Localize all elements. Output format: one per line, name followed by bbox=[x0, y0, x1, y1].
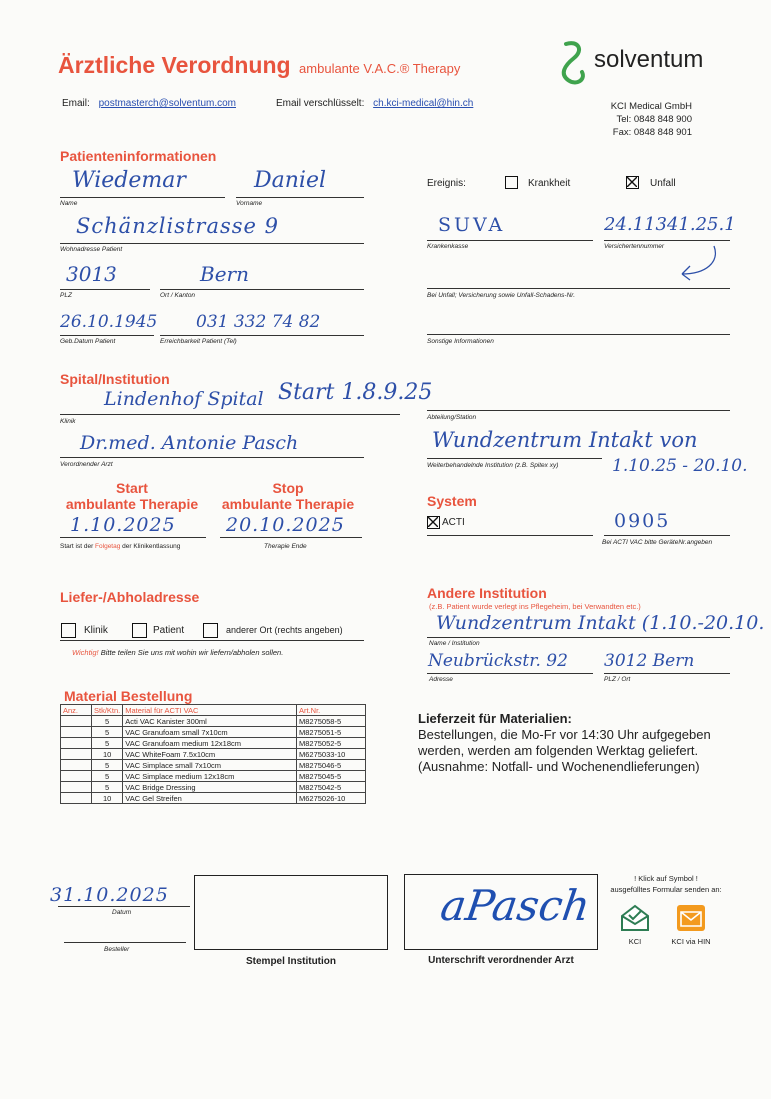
kci-hin-label: KCI via HIN bbox=[671, 937, 711, 946]
liefer-line bbox=[60, 640, 364, 641]
liefer-klinik-checkbox[interactable] bbox=[61, 623, 76, 638]
email-encrypted-row bbox=[276, 98, 473, 109]
solventum-logo-icon bbox=[556, 40, 590, 86]
andere-plzort-line bbox=[604, 673, 730, 674]
material-artnr-cell: M8275058-5 bbox=[297, 716, 366, 727]
system-heading: System bbox=[427, 493, 477, 509]
acti-label: ACTI bbox=[442, 517, 465, 528]
klinik-caption: Klinik bbox=[60, 418, 76, 425]
liefer-anderer-label: anderer Ort (rechts angeben) bbox=[226, 625, 343, 635]
andere-adresse-line bbox=[427, 673, 593, 674]
datum-line bbox=[58, 906, 190, 907]
email-link[interactable]: postmasterch@solventum.com bbox=[98, 98, 236, 109]
material-stk-cell: 10 bbox=[92, 749, 123, 760]
liefer-patient-label: Patient bbox=[153, 625, 185, 636]
patient-tel-value[interactable]: 031 332 74 82 bbox=[196, 312, 321, 332]
ort-line bbox=[160, 289, 364, 290]
andere-adresse-value[interactable]: Neubrückstr. 92 bbox=[428, 651, 568, 671]
arzt-caption: Verordnender Arzt bbox=[60, 461, 113, 468]
weiter-value[interactable]: Wundzentrum Intakt von bbox=[432, 428, 698, 452]
abteilung-line bbox=[427, 410, 730, 411]
material-row bbox=[61, 727, 366, 738]
material-name-cell: VAC Gel Streifen bbox=[123, 793, 297, 804]
material-row bbox=[61, 793, 366, 804]
liefer-heading: Liefer-/Abholadresse bbox=[60, 589, 200, 605]
signature-box[interactable] bbox=[404, 874, 598, 950]
datum-value[interactable]: 31.10.2025 bbox=[50, 884, 169, 906]
sonstige-line bbox=[427, 334, 730, 335]
material-name-cell: VAC WhiteFoam 7.5x10cm bbox=[123, 749, 297, 760]
material-name-cell: VAC Bridge Dressing bbox=[123, 782, 297, 793]
send-info bbox=[602, 873, 730, 895]
weiter-line bbox=[427, 458, 602, 459]
unterschrift-caption: Unterschrift verordnender Arzt bbox=[428, 955, 574, 966]
stempel-caption: Stempel Institution bbox=[246, 956, 336, 967]
company-info bbox=[598, 100, 692, 139]
unfall-checkbox[interactable] bbox=[626, 176, 639, 189]
unfall-caption: Bei Unfall; Versicherung sowie Unfall-Schadens-Nr. bbox=[427, 292, 575, 299]
weiter-caption: Weiterbehandelnde Institution (z.B. Spitex xy) bbox=[427, 462, 559, 469]
andere-name-value[interactable]: Wundzentrum Intakt (1.10.-20.10. bbox=[436, 612, 765, 634]
liefer-klinik-label: Klinik bbox=[84, 625, 108, 636]
email-enc-label: Email verschlüsselt: bbox=[276, 98, 365, 109]
name-caption: Name bbox=[60, 200, 78, 207]
start-line bbox=[60, 537, 206, 538]
sonstige-caption: Sonstige Informationen bbox=[427, 338, 494, 345]
arzt-value[interactable]: Dr.med. Antonie Pasch bbox=[80, 432, 299, 454]
andere-plzort-value[interactable]: 3012 Bern bbox=[604, 651, 695, 671]
material-stk-cell: 5 bbox=[92, 716, 123, 727]
besteller-caption: Besteller bbox=[104, 946, 130, 953]
material-anz-cell[interactable] bbox=[61, 749, 92, 760]
checkmark-x-icon bbox=[428, 517, 438, 527]
form-title bbox=[58, 52, 460, 79]
versnr-caption: Versichertennummer bbox=[604, 243, 665, 250]
tel-caption: Erreichbarkeit Patient (Tel) bbox=[160, 338, 237, 345]
liefer-hint: Wichtig! Bitte teilen Sie uns mit wohin wir liefern/abholen sollen. bbox=[72, 648, 284, 657]
weiter-dates: 1.10.25 - 20.10. bbox=[612, 456, 748, 476]
start-heading bbox=[62, 480, 202, 512]
material-stk-cell: 5 bbox=[92, 760, 123, 771]
material-stk-cell: 10 bbox=[92, 793, 123, 804]
doctor-signature: aPasch bbox=[437, 881, 594, 930]
tel-line bbox=[160, 335, 364, 336]
klick-line-2: ausgefülltes Formular senden an: bbox=[610, 885, 722, 894]
col-artnr: Art.Nr. bbox=[297, 705, 366, 716]
material-anz-cell[interactable] bbox=[61, 793, 92, 804]
address-line bbox=[60, 243, 364, 244]
klinik-value[interactable]: Lindenhof Spital bbox=[104, 388, 264, 410]
envelope-secure-icon bbox=[676, 904, 706, 932]
material-anz-cell[interactable] bbox=[61, 738, 92, 749]
material-name-cell: VAC Simplace medium 12x18cm bbox=[123, 771, 297, 782]
material-anz-cell[interactable] bbox=[61, 771, 92, 782]
material-row bbox=[61, 771, 366, 782]
acti-checkbox[interactable] bbox=[427, 516, 440, 529]
company-tel: Tel: 0848 848 900 bbox=[616, 114, 692, 125]
address-caption: Wohnadresse Patient bbox=[60, 246, 123, 253]
ereignis-label: Ereignis: bbox=[427, 178, 466, 189]
arrow-annotation-icon bbox=[676, 244, 722, 284]
email-enc-link[interactable]: ch.kci-medical@hin.ch bbox=[373, 98, 474, 109]
klinik-note: Start 1.8.9.25 bbox=[278, 380, 433, 405]
material-stk-cell: 5 bbox=[92, 727, 123, 738]
material-row bbox=[61, 738, 366, 749]
lieferzeit-line-2: werden, werden am folgenden Werktag geliefert. bbox=[418, 743, 699, 758]
col-material: Material für ACTI VAC bbox=[123, 705, 297, 716]
andere-name-line bbox=[427, 637, 730, 638]
patient-ort-value[interactable]: Bern bbox=[200, 262, 249, 286]
material-artnr-cell: M8275046-5 bbox=[297, 760, 366, 771]
material-row bbox=[61, 760, 366, 771]
patient-address-value[interactable]: Schänzlistrasse 9 bbox=[76, 214, 280, 238]
material-name-cell: VAC Granufoam medium 12x18cm bbox=[123, 738, 297, 749]
material-row bbox=[61, 716, 366, 727]
kci-label: KCI bbox=[628, 937, 642, 946]
name-line bbox=[60, 197, 225, 198]
material-artnr-cell: M8275052-5 bbox=[297, 738, 366, 749]
start-heading-2: ambulante Therapie bbox=[65, 496, 199, 512]
stop-caption: Therapie Ende bbox=[264, 543, 307, 550]
plz-line bbox=[60, 289, 150, 290]
lieferzeit-heading: Lieferzeit für Materialien: bbox=[418, 711, 572, 726]
material-row bbox=[61, 749, 366, 760]
material-name-cell: Acti VAC Kanister 300ml bbox=[123, 716, 297, 727]
andere-name-caption: Name / Institution bbox=[429, 640, 480, 647]
patient-heading: Patienteninformationen bbox=[60, 148, 217, 164]
liefer-anderer-checkbox[interactable] bbox=[203, 623, 218, 638]
checkmark-x-icon bbox=[627, 177, 637, 187]
arzt-line bbox=[60, 457, 364, 458]
stop-heading-1: Stop bbox=[272, 480, 304, 496]
material-anz-cell[interactable] bbox=[61, 727, 92, 738]
logo-text: solventum bbox=[594, 46, 704, 73]
acti-line bbox=[427, 535, 593, 536]
material-stk-cell: 5 bbox=[92, 738, 123, 749]
material-name-cell: VAC Granufoam small 7x10cm bbox=[123, 727, 297, 738]
material-artnr-cell: M8275051-5 bbox=[297, 727, 366, 738]
unfall-label: Unfall bbox=[650, 178, 676, 189]
material-heading: Material Bestellung bbox=[64, 688, 193, 704]
stop-line bbox=[220, 537, 362, 538]
col-stk: Stk/Ktn. bbox=[92, 705, 123, 716]
abteilung-caption: Abteilung/Station bbox=[427, 414, 477, 421]
spital-heading: Spital/Institution bbox=[60, 371, 170, 387]
krankheit-checkbox[interactable] bbox=[505, 176, 518, 189]
patient-vorname-value[interactable]: Daniel bbox=[254, 168, 327, 193]
material-name-cell: VAC Simplace small 7x10cm bbox=[123, 760, 297, 771]
vorname-line bbox=[236, 197, 364, 198]
col-anz: Anz. bbox=[61, 705, 92, 716]
envelope-icon bbox=[620, 904, 650, 932]
andere-heading: Andere Institution bbox=[427, 585, 547, 601]
material-artnr-cell: M8275042-5 bbox=[297, 782, 366, 793]
material-anz-cell[interactable] bbox=[61, 716, 92, 727]
ort-caption: Ort / Kanton bbox=[160, 292, 196, 299]
krankheit-label: Krankheit bbox=[528, 178, 571, 189]
geraet-caption: Bei ACTI VAC bitte GeräteNr.angeben bbox=[602, 539, 713, 546]
company-fax: Fax: 0848 848 901 bbox=[612, 127, 692, 138]
send-kci-hin-button[interactable] bbox=[676, 904, 706, 932]
patient-dob-value[interactable]: 26.10.1945 bbox=[60, 312, 158, 332]
company-name: KCI Medical GmbH bbox=[610, 101, 692, 112]
start-heading-1: Start bbox=[116, 480, 148, 496]
dob-caption: Geb.Datum Patient bbox=[60, 338, 116, 345]
besteller-line bbox=[64, 942, 186, 943]
plz-caption: PLZ bbox=[60, 292, 72, 299]
andere-plzort-caption: PLZ / Ort bbox=[604, 676, 631, 683]
patient-plz-value[interactable]: 3013 bbox=[66, 262, 117, 286]
material-table bbox=[60, 704, 366, 804]
geraet-line bbox=[604, 535, 730, 536]
lieferzeit-line-3: (Ausnahme: Notfall- und Wochenendlieferungen) bbox=[418, 759, 700, 774]
title-main: Ärztliche Verordnung bbox=[58, 52, 291, 78]
lieferzeit-block bbox=[418, 711, 758, 775]
material-stk-cell: 5 bbox=[92, 782, 123, 793]
versnr-line bbox=[604, 240, 730, 241]
material-stk-cell: 5 bbox=[92, 771, 123, 782]
klick-line-1: ! Klick auf Symbol ! bbox=[634, 874, 698, 883]
vorname-caption: Vorname bbox=[236, 200, 263, 207]
andere-sub: (z.B. Patient wurde verlegt ins Pflegeheim, bei Verwandten etc.) bbox=[429, 602, 641, 611]
klinik-line bbox=[60, 414, 400, 415]
solventum-logo bbox=[556, 40, 726, 86]
datum-caption: Datum bbox=[112, 909, 132, 916]
kasse-value[interactable]: SUVA bbox=[438, 214, 506, 236]
kasse-line bbox=[427, 240, 593, 241]
material-anz-cell[interactable] bbox=[61, 782, 92, 793]
start-date-value[interactable]: 1.10.2025 bbox=[70, 514, 176, 536]
unfall-line bbox=[427, 288, 730, 289]
material-artnr-cell: M6275026-10 bbox=[297, 793, 366, 804]
stop-date-value[interactable]: 20.10.2025 bbox=[226, 514, 345, 536]
start-caption: Start ist der Folgetag der Klinikentlassung bbox=[60, 543, 181, 550]
dob-line bbox=[60, 335, 154, 336]
material-artnr-cell: M8275045-5 bbox=[297, 771, 366, 782]
geraet-value[interactable]: 0905 bbox=[614, 510, 671, 532]
email-row bbox=[62, 98, 236, 109]
material-artnr-cell: M6275033-10 bbox=[297, 749, 366, 760]
stempel-box[interactable] bbox=[194, 875, 388, 950]
liefer-patient-checkbox[interactable] bbox=[132, 623, 147, 638]
title-sub: ambulante V.A.C.® Therapy bbox=[299, 61, 461, 76]
material-header-row bbox=[61, 705, 366, 716]
versnr-value[interactable]: 24.11341.25.1 bbox=[604, 214, 736, 235]
stop-heading bbox=[218, 480, 358, 512]
send-kci-button[interactable] bbox=[620, 904, 650, 932]
stop-heading-2: ambulante Therapie bbox=[221, 496, 355, 512]
email-label: Email: bbox=[62, 98, 90, 109]
andere-adresse-caption: Adresse bbox=[429, 676, 453, 683]
lieferzeit-line-1: Bestellungen, die Mo-Fr vor 14:30 Uhr aufgegeben bbox=[418, 727, 711, 742]
patient-name-value[interactable]: Wiedemar bbox=[72, 168, 186, 193]
material-row bbox=[61, 782, 366, 793]
kasse-caption: Krankenkasse bbox=[427, 243, 469, 250]
material-anz-cell[interactable] bbox=[61, 760, 92, 771]
